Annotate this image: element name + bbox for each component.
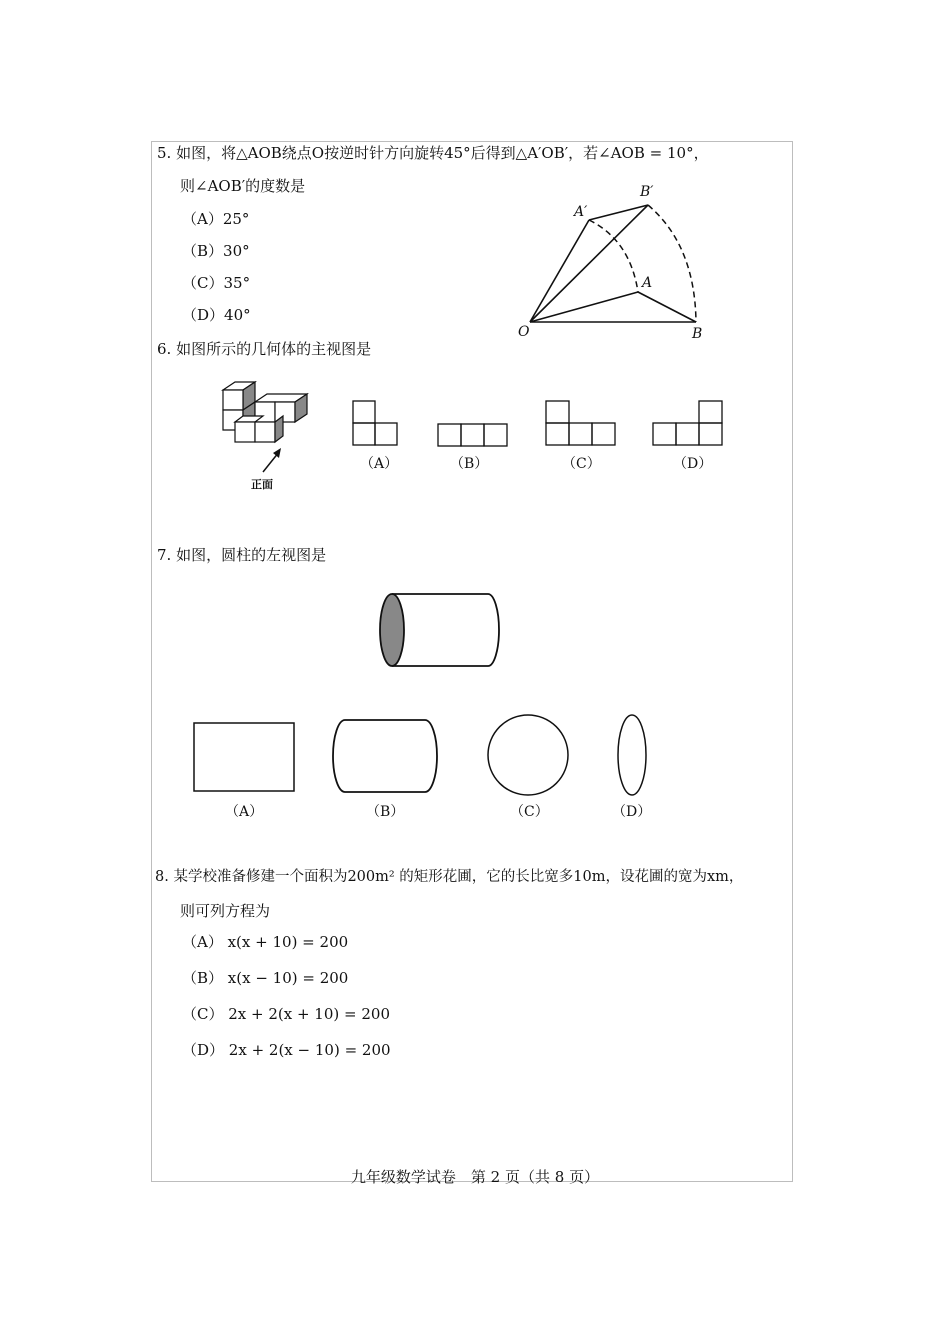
question-8-text: 8. 某学校准备修建一个面积为200m² 的矩形花圃，它的长比宽多10m，设花圃的宽为xm， — [155, 869, 744, 885]
question-8-option-a: （A） x(x + 10) = 200 — [182, 933, 349, 951]
q6-caption-b: （B） — [450, 456, 489, 472]
label-b: B — [692, 326, 703, 342]
q7-caption-a: （A） — [225, 804, 264, 820]
front-label: 正面 — [251, 478, 273, 491]
question-8-option-b: （B） x(x − 10) = 200 — [182, 969, 349, 987]
question-8-option-c: （C） 2x + 2(x + 10) = 200 — [182, 1005, 390, 1023]
question-5-text-line2: 则∠AOB′的度数是 — [180, 177, 306, 195]
q7-option-d-figure — [616, 713, 650, 799]
q6-option-a-figure — [352, 400, 402, 448]
label-a: A — [642, 275, 653, 291]
page-footer: 九年级数学试卷 第 2 页（共 8 页） — [350, 1168, 600, 1186]
question-8-option-d: （D） 2x + 2(x − 10) = 200 — [182, 1041, 391, 1059]
question-7-text: 7. 如图，圆柱的左视图是 — [157, 546, 327, 564]
cube-solid-figure — [215, 380, 315, 495]
label-b-prime: B′ — [640, 184, 654, 200]
q6-caption-c: （C） — [562, 456, 601, 472]
question-5-option-a: （A）25° — [182, 210, 250, 228]
question-6-text: 6. 如图所示的几何体的主视图是 — [157, 340, 372, 358]
q6-option-b-figure — [437, 423, 509, 449]
q7-option-b-figure — [329, 718, 441, 794]
question-5-option-d: （D）40° — [182, 306, 251, 324]
question-5-option-c: （C）35° — [182, 274, 251, 292]
question-5-text: 5. 如图，将△AOB绕点O按逆时针方向旋转45°后得到△A′OB′，若∠AOB = 10°， — [157, 144, 709, 162]
q7-option-a-figure — [193, 722, 297, 794]
q7-caption-c: （C） — [510, 804, 549, 820]
q7-caption-d: （D） — [612, 804, 652, 820]
label-a-prime: A′ — [574, 204, 588, 220]
q6-caption-d: （D） — [673, 456, 713, 472]
question-5-option-b: （B）30° — [182, 242, 250, 260]
q7-option-c-figure — [486, 713, 572, 799]
cylinder-figure — [376, 590, 506, 670]
q6-option-c-figure — [545, 400, 617, 448]
q7-caption-b: （B） — [366, 804, 405, 820]
label-o: O — [518, 324, 530, 340]
question-8-text-line2: 则可列方程为 — [180, 902, 271, 920]
q6-caption-a: （A） — [360, 456, 399, 472]
rotation-diagram — [500, 180, 720, 345]
q6-option-d-figure — [652, 400, 724, 448]
